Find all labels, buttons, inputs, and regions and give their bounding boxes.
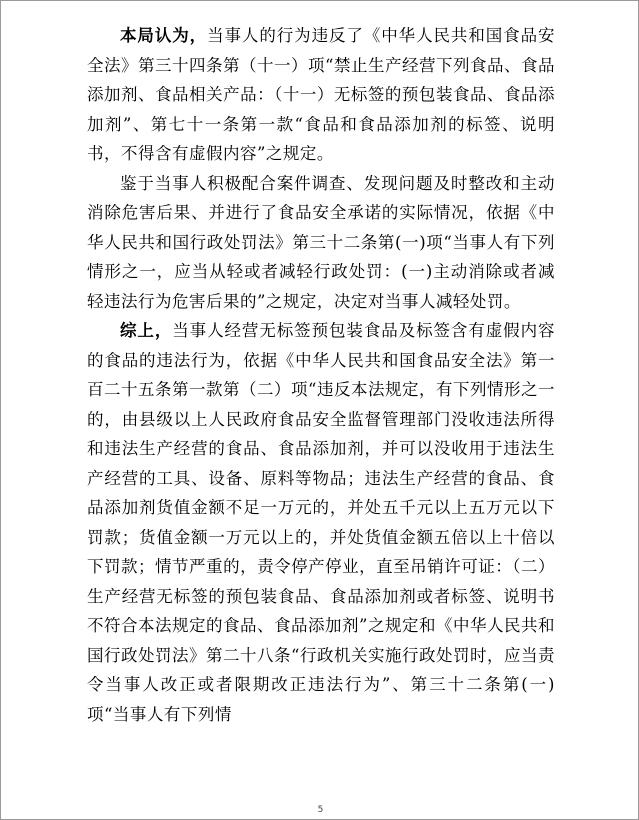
paragraph-lead: 综上，	[120, 321, 173, 340]
page-number: 5	[317, 805, 324, 815]
paragraph-conclusion	[87, 21, 555, 169]
paragraph-mitigation	[87, 169, 555, 317]
paragraph-text: 当事人的行为违反了《中华人民共和国食品安全法》第三十四条第（十一）项“禁止生产经营下列食品、食品添加剂、食品相关产品：（十一）无标签的预包装食品、食品添加剂”、第七十一条第一款“食品和食品添加剂的标签、说明书，不得含有虚假内容”之规定。	[87, 26, 556, 163]
document-body	[87, 21, 555, 729]
paragraph-summary	[87, 316, 555, 729]
paragraph-text: 当事人经营无标签预包装食品及标签含有虚假内容的食品的违法行为，依据《中华人民共和国食品安全法》第一百二十五条第一款第（二）项“违反本法规定，有下列情形之一的，由县级以上人民政府食品安全监督管理部门没收违法所得和违法生产经营的食品、食品添加剂，并可以没收用于违法生产经营的工具、设备、原料等物品；违法生产经营的食品、食品添加剂货值金额不足一万元的，并处五千元以上五万元以下罚款；货值金额一万元以上的，并处货值金额五倍以上十倍以下罚款；情节严重的，责令停产停业，直至吊销许可证：（二）生产经营无标签的预包装食品、食品添加剂或者标签、说明书不符合本法规定的食品、食品添加剂”之规定和《中华人民共和国行政处罚法》第二十八条“行政机关实施行政处罚时，应当责令当事人改正或者限期改正违法行为”、第三十二条第(一)项“当事人有下列情	[87, 321, 556, 724]
paragraph-lead: 本局认为，	[120, 26, 208, 45]
paragraph-text: 鉴于当事人积极配合案件调查、发现问题及时整改和主动消除危害后果、并进行了食品安全承诺的实际情况，依据《中华人民共和国行政处罚法》第三十二条第(一)项“当事人有下列情形之一，应当从轻或者减轻行政处罚：(一)主动消除或者减轻违法行为危害后果的”之规定，决定对当事人减轻处罚。	[87, 173, 555, 311]
